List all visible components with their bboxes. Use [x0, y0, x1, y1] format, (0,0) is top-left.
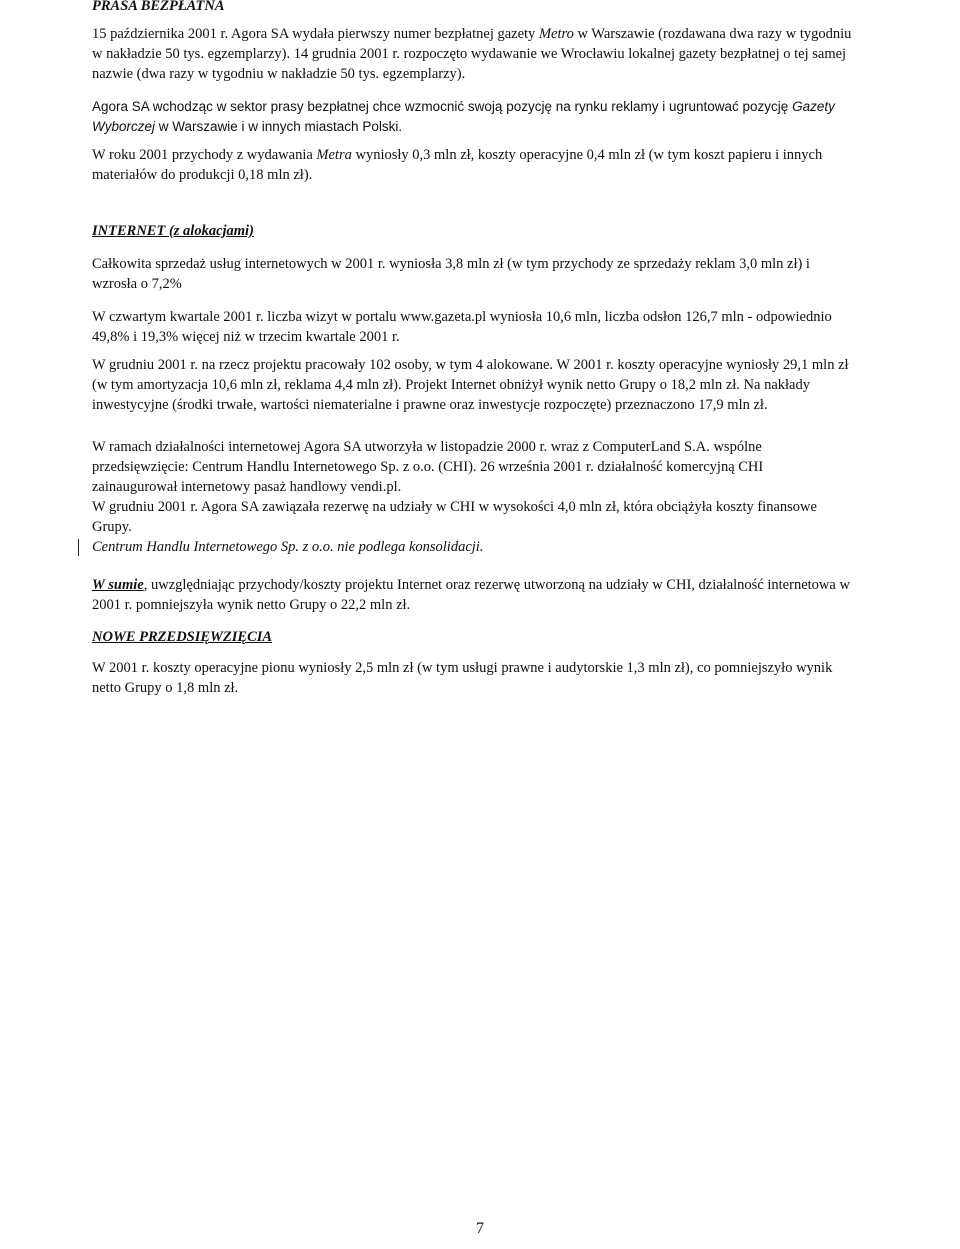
internet-paragraph-4: W ramach działalności internetowej Agora SA utworzyła w listopadzie 2000 r. wraz z ComputerLand S.A. wspólne przedsięwzięcie: Centrum Handlu Internetowego Sp. z o.o. (CHI). 26 września 2001 r. działalność komercyjną CHI zainaugurował internetowy pasaż handlowy vendi.pl. — [92, 439, 764, 495]
prasa-paragraph-2 — [92, 97, 852, 137]
internet-paragraph-2: W czwartym kwartale 2001 r. liczba wizyt w portalu www.gazeta.pl wyniosła 10,6 mln, liczba odsłon 126,7 mln - odpowiednio 49,8% i 19,3% więcej niż w trzecim kwartale 2001 r. — [92, 309, 832, 345]
prasa-p1-text: 15 października 2001 r. Agora SA wydała pierwszy numer bezpłatnej gazety — [92, 26, 539, 42]
internet-paragraph-6-wrap — [92, 537, 852, 557]
internet-paragraph-1: Całkowita sprzedaż usług internetowych w 2001 r. wyniosła 3,8 mln zł (w tym przychody ze sprzedaży reklam 3,0 mln zł) i wzrosła o 7,2% — [92, 256, 810, 292]
prasa-p3-rest: wyniosły 0,3 mln zł, koszty operacyjne 0,4 mln zł (w tym koszt papieru i innych materiałów do produkcji 0,18 mln zł). — [92, 147, 823, 183]
prasa-p2-italic: Gazety Wyborczej — [92, 99, 835, 134]
summary-label: W sumie — [92, 577, 144, 593]
prasa-paragraph-3 — [92, 145, 852, 185]
document-page — [92, 0, 852, 698]
prasa-p3-italic: Metra — [316, 147, 352, 163]
summary-text: , uwzględniając przychody/koszty projektu Internet oraz rezerwę utworzoną na udziały w CHI, działalność internetowa w 2001 r. pomniejszyła wynik netto Grupy o 22,2 mln zł. — [92, 577, 850, 613]
prasa-p1-italic: Metro — [538, 26, 574, 42]
section-heading-nowe: NOWE PRZEDSIĘWZIĘCIA — [92, 629, 273, 645]
section-heading-internet: INTERNET (z alokacjami) — [92, 223, 254, 239]
revision-bar — [78, 539, 79, 556]
internet-summary — [92, 575, 852, 615]
internet-paragraph-3: W grudniu 2001 r. na rzecz projektu pracowały 102 osoby, w tym 4 alokowane. W 2001 r. koszty operacyjne wyniosły 29,1 mln zł (w tym amortyzacja 10,6 mln zł, reklama 4,4 mln zł). Projekt Internet obniżył wynik netto Grupy o 18,2 mln zł. Na nakłady inwestycyjne (środki trwałe, wartości niematerialne i prawne oraz inwestycje rozpoczęte) przeznaczono 17,9 mln zł. — [92, 357, 849, 413]
nowe-paragraph-1: W 2001 r. koszty operacyjne pionu wyniosły 2,5 mln zł (w tym usługi prawne i audytorskie 1,3 mln zł), co pomniejszyło wynik netto Grupy o 1,8 mln zł. — [92, 660, 833, 696]
prasa-p2-text: Agora SA wchodząc w sektor prasy bezpłatnej chce wzmocnić swoją pozycję na rynku reklamy i ugruntować pozycję — [92, 99, 793, 114]
internet-paragraph-6: Centrum Handlu Internetowego Sp. z o.o. nie podlega konsolidacji. — [92, 539, 484, 555]
prasa-paragraph-1 — [92, 24, 852, 84]
page-number: 7 — [476, 1220, 484, 1237]
internet-paragraph-5: W grudniu 2001 r. Agora SA zawiązała rezerwę na udziały w CHI w wysokości 4,0 mln zł, która obciążyła koszty finansowe Grupy. — [92, 499, 817, 535]
prasa-p3-text: W roku 2001 przychody z wydawania — [92, 147, 317, 163]
section-heading-prasa: PRASA BEZPŁATNA — [92, 0, 225, 14]
prasa-p1-rest: w Warszawie (rozdawana dwa razy w tygodniu w nakładzie 50 tys. egzemplarzy). 14 grudnia 2001 r. rozpoczęto wydawanie we Wrocławiu lokalnej gazety bezpłatnej o tej samej nazwie (dwa razy w tygodniu w nakładzie 50 tys. egzemplarzy). — [92, 26, 852, 82]
prasa-p2-rest: w Warszawie i w innych miastach Polski. — [155, 119, 403, 134]
